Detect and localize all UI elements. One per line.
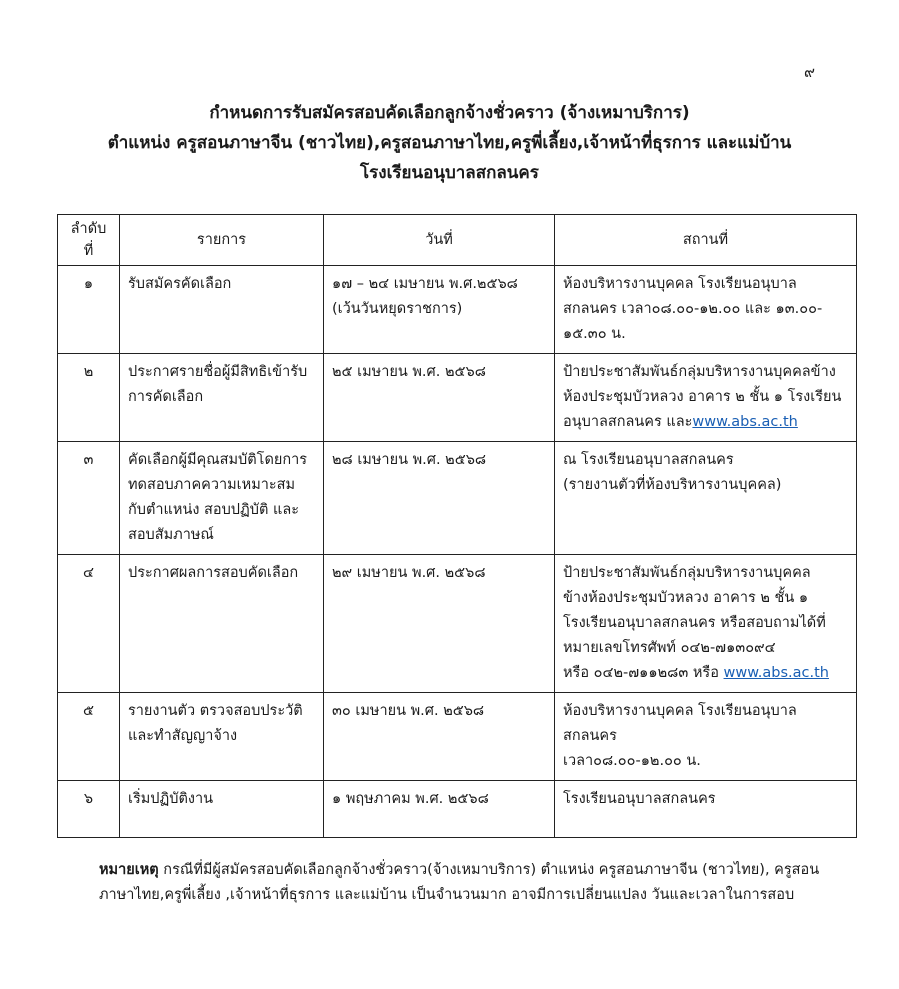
row-item: ประกาศรายชื่อผู้มีสิทธิเข้ารับ การคัดเลือก (120, 354, 324, 442)
row-no: ๒ (58, 354, 120, 442)
note-paragraph (99, 858, 829, 908)
row-no: ๖ (58, 781, 120, 838)
row-no: ๔ (58, 555, 120, 693)
row-place-text: ป้ายประชาสัมพันธ์กลุ่มบริหารงานบุคคลข้าง ห้องประชุมบัวหลวง อาคาร ๒ ชั้น ๑ โรงเรียน อนุบาลสกลนคร และ (563, 364, 842, 430)
row-no: ๓ (58, 442, 120, 555)
row-place-text: ณ โรงเรียนอนุบาลสกลนคร (รายงานตัวที่ห้องบริหารงานบุคคล) (563, 452, 782, 493)
table-row (58, 693, 857, 781)
table-row (58, 781, 857, 838)
header-place: สถานที่ (555, 215, 857, 266)
header-item: รายการ (120, 215, 324, 266)
row-no: ๕ (58, 693, 120, 781)
row-place-text: ป้ายประชาสัมพันธ์กลุ่มบริหารงานบุคคล ข้างห้องประชุมบัวหลวง อาคาร ๒ ชั้น ๑ โรงเรียนอนุบาลสกลนคร หรือสอบถามได้ที่ หมายเลขโทรศัพท์ ๐๔๒-๗๑๓๐๙๔ หรือ ๐๔๒-๗๑๑๒๘๓ หรือ (563, 565, 826, 681)
page-number: ๙ (804, 63, 815, 81)
row-item: ประกาศผลการสอบคัดเลือก (120, 555, 324, 693)
row-date: ๑๗ – ๒๔ เมษายน พ.ศ.๒๕๖๘ (เว้นวันหยุดราชการ) (324, 266, 555, 354)
row-date: ๒๕ เมษายน พ.ศ. ๒๕๖๘ (324, 354, 555, 442)
row-item: เริ่มปฏิบัติงาน (120, 781, 324, 838)
row-place-text: ห้องบริหารงานบุคคล โรงเรียนอนุบาล สกลนคร เวลา๐๘.๐๐-๑๒.๐๐ น. (563, 703, 797, 769)
document-title (0, 98, 899, 188)
title-line-1: กำหนดการรับสมัครสอบคัดเลือกลูกจ้างชั่วคราว (จ้างเหมาบริการ) (209, 103, 690, 123)
title-line-2: ตำแหน่ง ครูสอนภาษาจีน (ชาวไทย),ครูสอนภาษาไทย,ครูพี่เลี้ยง,เจ้าหน้าที่ธุรการ และแม่บ้าน (107, 133, 792, 153)
row-place (555, 354, 857, 442)
header-date: วันที่ (324, 215, 555, 266)
row-item: คัดเลือกผู้มีคุณสมบัติโดยการ ทดสอบภาคความเหมาะสม กับตำแหน่ง สอบปฏิบัติ และ สอบสัมภาษณ์ (120, 442, 324, 555)
row-date: ๑ พฤษภาคม พ.ศ. ๒๕๖๘ (324, 781, 555, 838)
website-link[interactable]: www.abs.ac.th (723, 665, 829, 681)
row-place-text: โรงเรียนอนุบาลสกลนคร (563, 791, 716, 807)
row-place (555, 555, 857, 693)
row-item: รายงานตัว ตรวจสอบประวัติ และทำสัญญาจ้าง (120, 693, 324, 781)
table-row (58, 555, 857, 693)
row-place (555, 266, 857, 354)
table-row (58, 266, 857, 354)
schedule-table (57, 214, 857, 838)
website-link[interactable]: www.abs.ac.th (692, 414, 798, 430)
row-place (555, 693, 857, 781)
header-no: ลำดับ ที่ (58, 215, 120, 266)
table-row (58, 354, 857, 442)
table-header-row (58, 215, 857, 266)
row-item: รับสมัครคัดเลือก (120, 266, 324, 354)
note-label: หมายเหตุ (99, 862, 159, 878)
row-date: ๓๐ เมษายน พ.ศ. ๒๕๖๘ (324, 693, 555, 781)
row-place-text: ห้องบริหารงานบุคคล โรงเรียนอนุบาล สกลนคร เวลา๐๘.๐๐-๑๒.๐๐ และ ๑๓.๐๐- ๑๕.๓๐ น. (563, 276, 823, 342)
table-row (58, 442, 857, 555)
row-date: ๒๙ เมษายน พ.ศ. ๒๕๖๘ (324, 555, 555, 693)
note-text: กรณีที่มีผู้สมัครสอบคัดเลือกลูกจ้างชั่วคราว(จ้างเหมาบริการ) ตำแหน่ง ครูสอนภาษาจีน (ชาวไทย), ครูสอนภาษาไทย,ครูพี่เลี้ยง ,เจ้าหน้าที่ธุรการ และแม่บ้าน เป็นจำนวนมาก อาจมีการเปลี่ยนแปลง วันและเวลาในการสอบ (99, 862, 820, 903)
title-line-3: โรงเรียนอนุบาลสกลนคร (360, 163, 539, 183)
row-no: ๑ (58, 266, 120, 354)
row-place (555, 442, 857, 555)
row-place (555, 781, 857, 838)
row-date: ๒๘ เมษายน พ.ศ. ๒๕๖๘ (324, 442, 555, 555)
